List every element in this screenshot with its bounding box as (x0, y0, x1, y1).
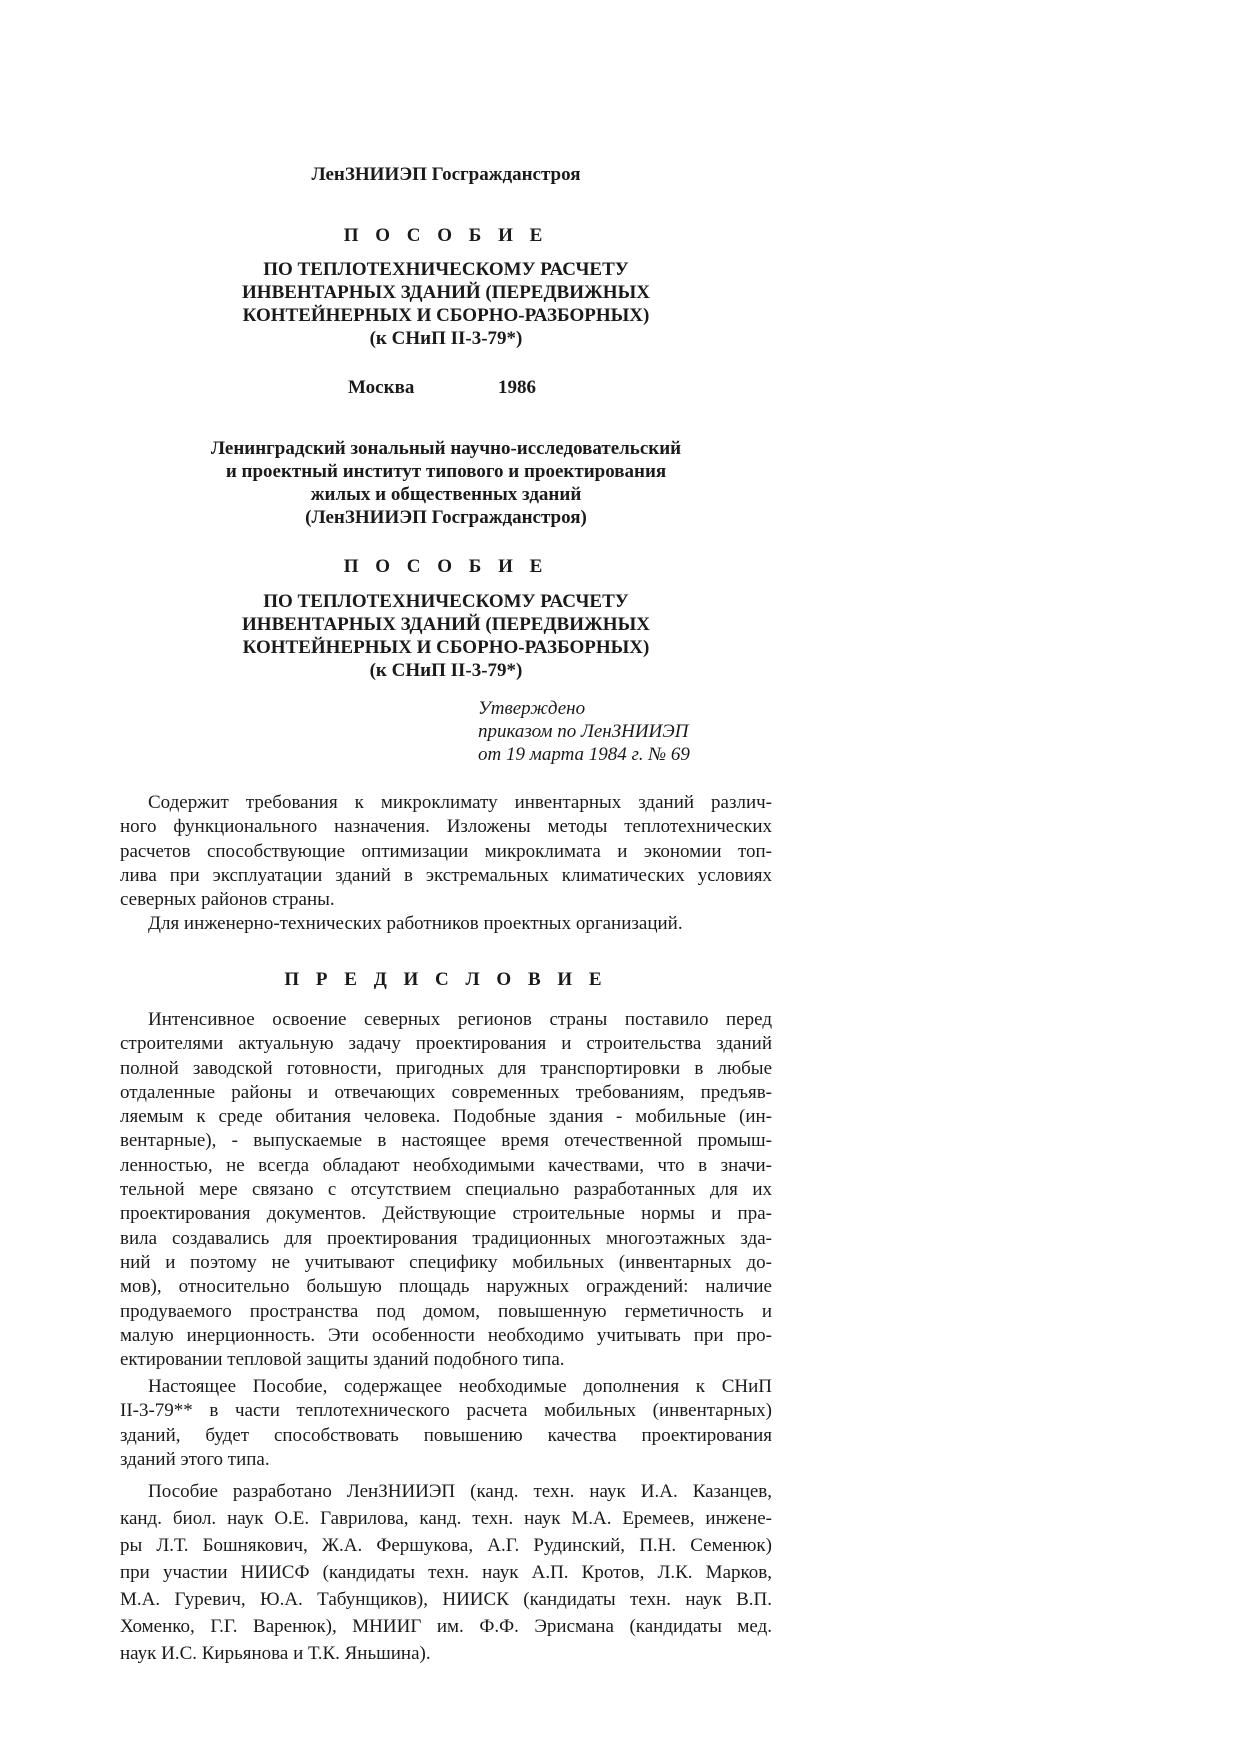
institute-title-line-1: ПО ТЕПЛОТЕХНИЧЕСКОМУ РАСЧЕТУ (263, 591, 629, 612)
abstract-p1-line: Содержит требования к микроклимату инвентарных зданий различ- (148, 792, 772, 813)
preface-p1-line: вила создавались для проектирования традиционных многоэтажных зда- (120, 1227, 772, 1249)
institute-line-1: Ленинградский зональный научно-исследовательский (210, 438, 682, 459)
preface-p1-line: ляемым к среде обитания человека. Подобные здания - мобильные (ин- (120, 1106, 772, 1128)
preface-p1-line: ний и поэтому не учитывают специфику мобильных (инвентарных до- (120, 1251, 772, 1273)
cover-organization: ЛенЗНИИЭП Госгражданстроя (311, 164, 581, 185)
institute-title-line-3: КОНТЕЙНЕРНЫХ И СБОРНО-РАЗБОРНЫХ) (242, 637, 650, 658)
abstract-p1-line: расчетов способствующие оптимизации микроклимата и экономии топ- (120, 840, 772, 862)
abstract-paragraph-2 (120, 912, 772, 936)
cover-title-line-4: (к СНиП II-3-79*) (369, 328, 523, 349)
cover-title-line-1: ПО ТЕПЛОТЕХНИЧЕСКОМУ РАСЧЕТУ (263, 259, 629, 280)
abstract-p1-line: лива при эксплуатации зданий в экстремальных климатических условиях (120, 864, 772, 886)
preface-p1-line: отдаленные районы и отвечающих современных требованиям, предъяв- (120, 1081, 772, 1103)
preface-paragraph-2 (120, 1375, 772, 1472)
preface-p1-line: полной заводской готовности, пригодных для транспортировки в любые (120, 1057, 772, 1079)
institute-doc-type: П О С О Б И Е (343, 556, 549, 577)
preface-p1-line: Интенсивное освоение северных регионов страны поставило перед (148, 1009, 772, 1030)
cover-title-line-2: ИНВЕНТАРНЫХ ЗДАНИЙ (ПЕРЕДВИЖНЫХ (242, 282, 650, 303)
abstract-p1-line: ного функционального назначения. Изложены методы теплотехнических (120, 816, 772, 838)
approval-line-2: приказом по ЛенЗНИИЭП (478, 721, 689, 742)
preface-p2-line: II-3-79** в части теплотехнического расчета мобильных (инвентарных) (120, 1400, 772, 1422)
preface-p1-line: ектировании тепловой защиты зданий подобного типа. (120, 1349, 565, 1371)
publication-city: Москва (348, 377, 415, 398)
institute-line-4: (ЛенЗНИИЭП Госгражданстроя) (305, 507, 587, 528)
preface-p3-line: ры Л.Т. Бошнякович, Ж.А. Фершукова, А.Г. Рудинский, П.Н. Семенюк) (120, 1535, 772, 1556)
preface-paragraph-1 (120, 1008, 772, 1372)
preface-p2-line: зданий этого типа. (120, 1448, 270, 1470)
institute-title-line-4: (к СНиП II-3-79*) (369, 660, 523, 681)
abstract-p1-line: северных районов страны. (120, 889, 335, 911)
preface-paragraph-3 (120, 1478, 772, 1667)
institute-line-2: и проектный институт типового и проектирования (225, 461, 667, 482)
preface-p1-line: малую инерционность. Эти особенности необходимо учитывать при про- (120, 1324, 772, 1346)
approval-line-1: Утверждено (478, 698, 586, 719)
abstract-p2-line: Для инженерно-технических работников проектных организаций. (148, 913, 683, 934)
institute-title-line-2: ИНВЕНТАРНЫХ ЗДАНИЙ (ПЕРЕДВИЖНЫХ (242, 614, 650, 635)
preface-p3-line: при участии НИИСФ (кандидаты техн. наук А.П. Кротов, Л.К. Марков, (120, 1562, 772, 1583)
abstract-paragraph-1 (120, 791, 772, 912)
institute-line-3: жилых и общественных зданий (310, 484, 582, 505)
preface-p3-line: М.А. Гуревич, Ю.А. Табунщиков), НИИСК (кандидаты техн. наук В.П. (120, 1589, 772, 1610)
preface-p1-line: ленностью, не всегда обладают необходимыми качествами, что в значи- (120, 1154, 772, 1176)
preface-p3-line: Хоменко, Г.Г. Варенюк), МНИИГ им. Ф.Ф. Эрисмана (кандидаты мед. (120, 1616, 772, 1637)
preface-p1-line: мов), относительно большую площадь наружных ограждений: наличие (120, 1276, 772, 1298)
preface-p3-line: Пособие разработано ЛенЗНИИЭП (канд. техн. наук И.А. Казанцев, (148, 1481, 772, 1502)
preface-p2-line: зданий, будет способствовать повышению качества проектирования (120, 1424, 772, 1446)
approval-note (478, 697, 690, 766)
preface-p2-line: Настоящее Пособие, содержащее необходимые дополнения к СНиП (148, 1376, 772, 1397)
cover-doc-type: П О С О Б И Е (343, 225, 549, 246)
preface-p1-line: вентарные), - выпускаемые в настоящее время отечественной промыш- (120, 1130, 772, 1152)
publication-year: 1986 (498, 377, 536, 398)
preface-p3-line: наук И.С. Кирьянова и Т.К. Яньшина). (120, 1643, 431, 1664)
preface-p1-line: строителями актуальную задачу проектирования и строительства зданий (120, 1033, 772, 1055)
cover-title-line-3: КОНТЕЙНЕРНЫХ И СБОРНО-РАЗБОРНЫХ) (242, 305, 650, 326)
preface-p1-line: продуваемого пространства под домом, повышенную герметичность и (120, 1300, 772, 1322)
preface-p1-line: тельной мере связано с отсутствием специально разработанных для их (120, 1179, 772, 1201)
preface-p3-line: канд. биол. наук О.Е. Гаврилова, канд. техн. наук М.А. Еремеев, инжене- (120, 1508, 772, 1529)
preface-heading: П Р Е Д И С Л О В И Е (284, 969, 608, 990)
preface-p1-line: проектирования документов. Действующие строительные нормы и пра- (120, 1203, 772, 1225)
approval-line-3: от 19 марта 1984 г. № 69 (478, 744, 690, 765)
